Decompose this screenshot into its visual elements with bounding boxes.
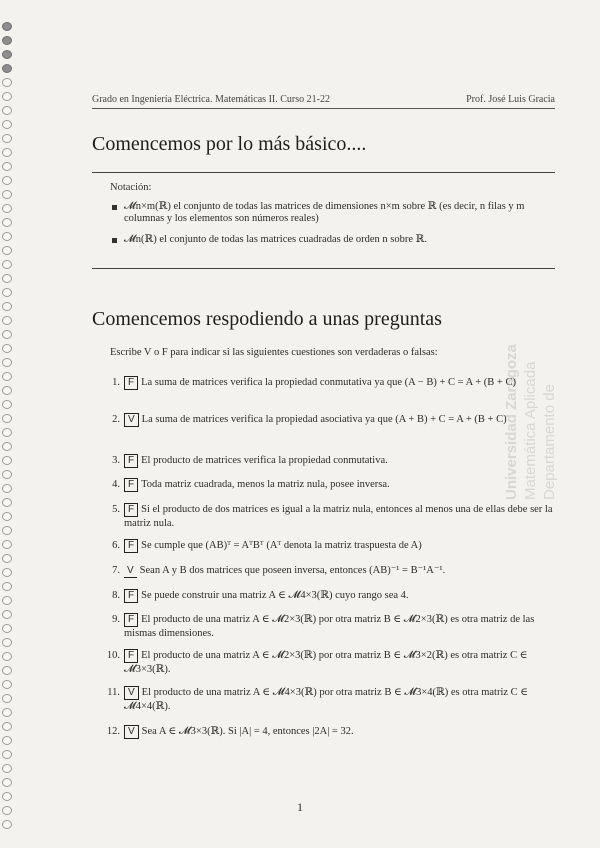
question-item	[96, 725, 556, 739]
binder-ring	[2, 204, 12, 213]
binder-ring	[2, 540, 12, 549]
binder-ring	[2, 820, 12, 829]
binder-ring	[2, 708, 12, 717]
binder-ring	[2, 414, 12, 423]
page-number: 1	[297, 800, 303, 814]
notation-item: 𝓜n×m(ℝ) el conjunto de todas las matrices de dimensiones n×m sobre ℝ (es decir, n filas y m columnas y los elementos son números reales)	[110, 201, 555, 225]
binder-ring	[2, 302, 12, 311]
question-number: 10.	[106, 650, 120, 661]
question-text: El producto de una matriz A ∈ 𝓜4×3(ℝ) por otra matriz B ∈ 𝓜3×4(ℝ) es otra matriz C ∈ 𝓜4×4(ℝ).	[124, 687, 529, 712]
question-text: Sea A ∈ 𝓜3×3(ℝ). Si |A| = 4, entonces |2A| = 32.	[141, 726, 354, 737]
binder-ring	[2, 512, 12, 521]
binder-ring	[2, 498, 12, 507]
answer-box: F	[124, 649, 138, 663]
answer-box: V	[124, 565, 137, 578]
binder-ring	[2, 442, 12, 451]
question-number: 6.	[112, 540, 120, 551]
binder-ring	[2, 778, 12, 787]
answer-box: V	[124, 413, 139, 427]
binder-ring	[2, 78, 12, 87]
binder-ring	[2, 316, 12, 325]
binder-ring	[2, 610, 12, 619]
question-number: 5.	[112, 504, 120, 515]
binder-ring	[2, 176, 12, 185]
binder-ring	[2, 666, 12, 675]
binder-ring	[2, 736, 12, 745]
question-item	[96, 589, 556, 603]
question-text: El producto de matrices verifica la propiedad conmutativa.	[141, 455, 388, 466]
question-item	[96, 649, 556, 676]
binder-ring	[2, 792, 12, 801]
binder-ring	[2, 652, 12, 661]
binder-ring	[2, 722, 12, 731]
notation-bottom-rule	[92, 268, 555, 269]
binder-ring	[2, 400, 12, 409]
answer-box: V	[124, 686, 139, 700]
binder-ring	[2, 246, 12, 255]
question-number: 4.	[112, 479, 120, 490]
notation-item: 𝓜n(ℝ) el conjunto de todas las matrices cuadradas de orden n sobre ℝ.	[110, 234, 555, 246]
binder-ring	[2, 372, 12, 381]
notation-top-rule	[92, 172, 555, 173]
binder-ring	[2, 330, 12, 339]
question-number: 12.	[106, 726, 120, 737]
binder-ring	[2, 92, 12, 101]
question-number: 11.	[107, 687, 120, 698]
question-number: 2.	[112, 414, 120, 425]
header-course: Grado en Ingeniería Eléctrica. Matemáticas II. Curso 21-22	[92, 94, 330, 105]
question-text: Toda matriz cuadrada, menos la matriz nula, posee inversa.	[141, 479, 390, 490]
binder-ring	[2, 358, 12, 367]
notation-box	[110, 182, 555, 255]
question-item	[96, 686, 556, 713]
binder-ring	[2, 386, 12, 395]
binder-ring	[2, 624, 12, 633]
notation-label: Notación:	[110, 182, 152, 193]
binder-ring	[2, 190, 12, 199]
question-item	[96, 376, 556, 390]
question-number: 7.	[112, 565, 120, 576]
department-watermark	[496, 290, 566, 500]
question-item	[96, 478, 556, 492]
binder-ring	[2, 428, 12, 437]
binder-ring	[2, 162, 12, 171]
question-number: 8.	[112, 590, 120, 601]
binder-ring	[2, 596, 12, 605]
answer-box: F	[124, 613, 138, 627]
binder-ring	[2, 750, 12, 759]
watermark-line: Matemática Aplicada	[522, 361, 539, 500]
binder-ring	[2, 344, 12, 353]
watermark-line: Universidad Zaragoza	[503, 344, 520, 500]
binder-ring	[2, 554, 12, 563]
section-title-questions: Comencemos respodiendo a unas preguntas	[92, 308, 442, 330]
binder-ring	[2, 680, 12, 689]
spiral-binding	[2, 22, 14, 842]
answer-box: F	[124, 478, 138, 492]
binder-ring	[2, 148, 12, 157]
question-item	[96, 503, 556, 530]
binder-ring	[2, 288, 12, 297]
question-item	[96, 613, 556, 640]
question-item	[96, 539, 556, 553]
binder-ring	[2, 456, 12, 465]
question-text: El producto de una matriz A ∈ 𝓜2×3(ℝ) por otra matriz B ∈ 𝓜3×2(ℝ) es otra matriz C ∈ 𝓜3×3(ℝ).	[124, 650, 528, 675]
answer-box: F	[124, 539, 138, 553]
question-text: Se puede construir una matriz A ∈ 𝓜4×3(ℝ) cuyo rango sea 4.	[141, 590, 409, 601]
question-item	[96, 413, 556, 427]
question-item	[96, 564, 556, 578]
section-title-basics: Comencemos por lo más básico....	[92, 133, 367, 155]
binder-ring	[2, 120, 12, 129]
header-professor: Prof. José Luis Gracia	[466, 94, 555, 105]
binder-ring	[2, 806, 12, 815]
question-number: 3.	[112, 455, 120, 466]
binder-ring	[2, 638, 12, 647]
answer-box: F	[124, 454, 138, 468]
question-text: La suma de matrices verifica la propiedad conmutativa ya que (A − B) + C = A + (B + C)	[141, 377, 516, 388]
question-number: 9.	[112, 614, 120, 625]
binder-ring	[2, 694, 12, 703]
binder-ring	[2, 232, 12, 241]
binder-ring	[2, 134, 12, 143]
binder-ring	[2, 50, 12, 59]
binder-ring	[2, 582, 12, 591]
header-rule	[92, 108, 555, 109]
question-text: Sean A y B dos matrices que poseen inversa, entonces (AB)⁻¹ = B⁻¹A⁻¹.	[139, 565, 446, 576]
question-text: El producto de una matriz A ∈ 𝓜2×3(ℝ) por otra matriz B ∈ 𝓜2×3(ℝ) es otra matriz de las mismas dimensiones.	[124, 614, 535, 639]
binder-ring	[2, 484, 12, 493]
binder-ring	[2, 22, 12, 31]
binder-ring	[2, 568, 12, 577]
answer-box: F	[124, 589, 138, 603]
watermark-line: Departamento de	[541, 384, 558, 500]
question-text: Se cumple que (AB)ᵀ = AᵀBᵀ (Aᵀ denota la matriz traspuesta de A)	[141, 540, 422, 551]
binder-ring	[2, 526, 12, 535]
question-item	[96, 454, 556, 468]
running-header	[92, 94, 555, 105]
answer-box: F	[124, 376, 138, 390]
binder-ring	[2, 260, 12, 269]
question-number: 1.	[112, 377, 120, 388]
binder-ring	[2, 764, 12, 773]
question-text: La suma de matrices verifica la propiedad asociativa ya que (A + B) + C = A + (B + C)	[141, 414, 507, 425]
binder-ring	[2, 470, 12, 479]
notation-list	[110, 201, 555, 246]
binder-ring	[2, 36, 12, 45]
questions-intro: Escribe V o F para indicar si las siguientes cuestiones son verdaderas o falsas:	[110, 347, 438, 358]
binder-ring	[2, 218, 12, 227]
answer-box: V	[124, 725, 139, 739]
binder-ring	[2, 274, 12, 283]
binder-ring	[2, 106, 12, 115]
binder-ring	[2, 64, 12, 73]
answer-box: F	[124, 503, 138, 517]
question-text: Si el producto de dos matrices es igual a la matriz nula, entonces al menos una de ellas debe ser la matriz nula.	[124, 504, 553, 529]
